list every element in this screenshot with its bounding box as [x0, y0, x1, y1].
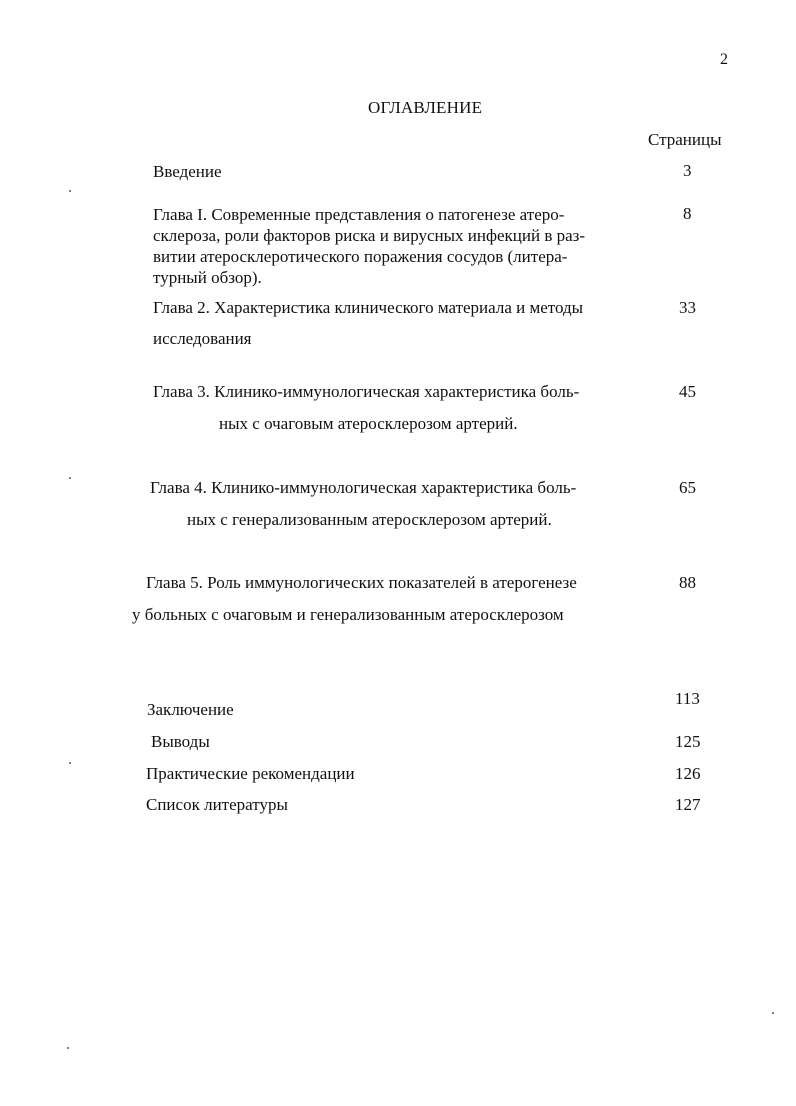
toc-entry-text: Глава 2. Характеристика клинического материала и методы [153, 298, 584, 317]
toc-entry-text: турный обзор). [153, 268, 262, 287]
toc-entry-text: Практические рекомендации [146, 764, 355, 783]
toc-entry-page: 113 [675, 689, 700, 708]
toc-entry-text: ных с очаговым атеросклерозом артерий. [219, 414, 518, 433]
toc-entry-page: 125 [675, 732, 701, 751]
toc-entry-text: склероза, роли факторов риска и вирусных инфекций в раз- [153, 226, 586, 245]
toc-entry-page: 127 [675, 795, 701, 814]
toc-entry-page: 88 [679, 573, 696, 592]
toc-entry-text: витии атеросклеротического поражения сосудов (литера- [153, 247, 568, 266]
pages-column-header: Страницы [648, 130, 722, 149]
toc-entry-text: Глава I. Современные представления о патогенезе атеро- [153, 205, 565, 224]
toc-entry-text: ных с генерализованным атеросклерозом артерий. [187, 510, 552, 529]
scan-speck [69, 762, 71, 764]
toc-entry-page: 3 [683, 161, 692, 180]
toc-entry-text: исследования [153, 329, 252, 348]
toc-entry-text: Глава 5. Роль иммунологических показателей в атерогенезе [146, 573, 577, 592]
toc-entry-text: Список литературы [146, 795, 288, 814]
toc-entry-page: 8 [683, 204, 692, 223]
page-title: ОГЛАВЛЕНИЕ [368, 98, 483, 117]
page-number: 2 [720, 51, 728, 68]
toc-entry-text: Глава 4. Клинико-иммунологическая характеристика боль- [150, 478, 577, 497]
scan-speck [69, 190, 71, 192]
toc-entry-page: 45 [679, 382, 696, 401]
scan-speck [67, 1047, 69, 1049]
scan-speck [772, 1012, 774, 1014]
toc-entry-page: 126 [675, 764, 701, 783]
toc-entry-text: Выводы [151, 732, 210, 751]
toc-entry-text: Заключение [147, 700, 234, 719]
toc-entry-page: 65 [679, 478, 696, 497]
toc-entry-page: 33 [679, 298, 696, 317]
toc-entry-text: у больных с очаговым и генерализованным атеросклерозом [132, 605, 564, 624]
toc-entry-text: Глава 3. Клинико-иммунологическая характеристика боль- [153, 382, 580, 401]
toc-entry-text: Введение [153, 162, 222, 181]
scan-speck [69, 477, 71, 479]
